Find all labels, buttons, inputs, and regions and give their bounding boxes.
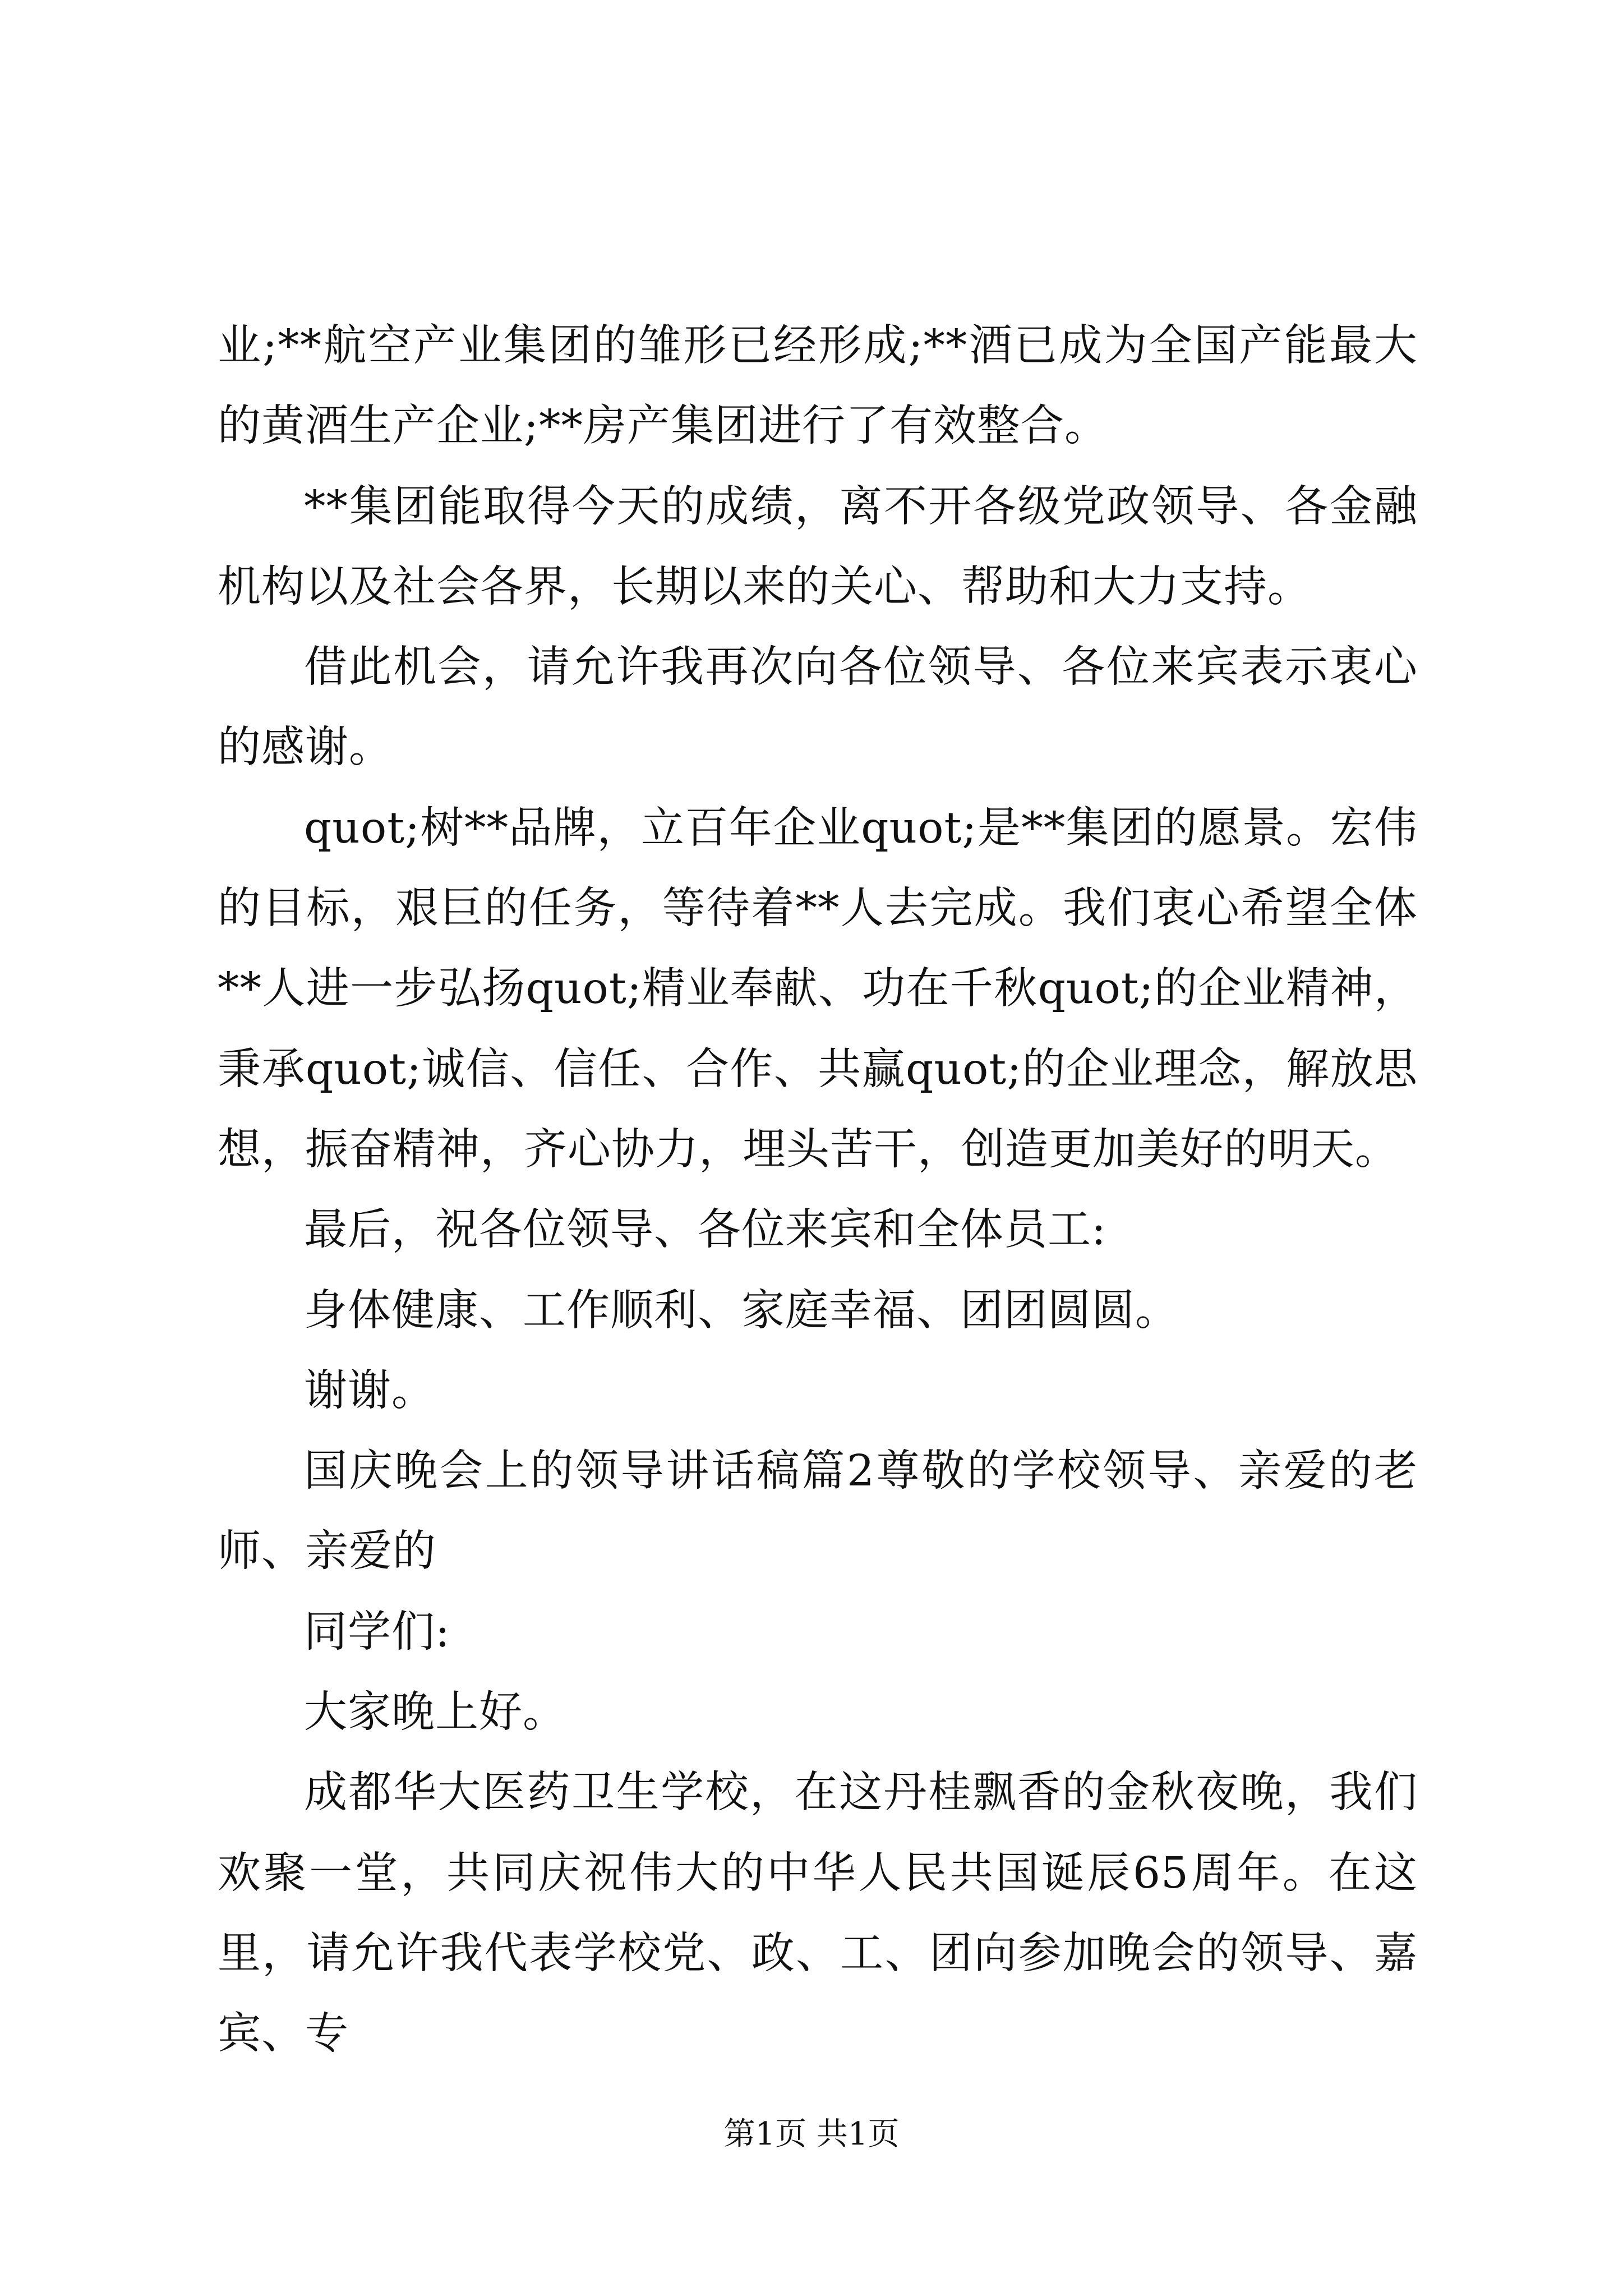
paragraph-2: **集团能取得今天的成绩，离不开各级党政领导、各金融机构以及社会各界，长期以来的关心、帮助和大力支持。 — [218, 481, 1418, 612]
paragraph-6: 身体健康、工作顺利、家庭幸福、团团圆圆。 — [304, 1285, 1179, 1336]
paragraph-3: 借此机会，请允许我再次向各位领导、各位来宾表示衷心的感谢。 — [218, 642, 1418, 773]
paragraph-5: 最后，祝各位领导、各位来宾和全体员工: — [304, 1205, 1106, 1255]
document-body — [218, 306, 1418, 2074]
paragraph-9: 同学们: — [304, 1607, 450, 1657]
paragraph-8: 国庆晚会上的领导讲话稿篇2尊敬的学校领导、亲爱的老师、亲爱的 — [218, 1446, 1418, 1577]
page-footer: 第1页 共1页 — [723, 2116, 900, 2152]
paragraph-11: 成都华大医药卫生学校，在这丹桂飘香的金秋夜晚，我们欢聚一堂，共同庆祝伟大的中华人民共国诞辰65周年。在这里，请允许我代表学校党、政、工、团向参加晚会的领导、嘉宾、专 — [218, 1768, 1418, 2059]
paragraph-10: 大家晚上好。 — [304, 1687, 566, 1738]
paragraph-4: quot;树**品牌，立百年企业quot;是**集团的愿景。宏伟的目标，艰巨的任务，等待着**人去完成。我们衷心希望全体**人进一步弘扬quot;精业奉献、功在千秋quot;的企业精神，秉承quot;诚信、信任、合作、共赢quot;的企业理念，解放思想，振奋精神，齐心协力，埋头苦干，创造更加美好的明天。 — [218, 803, 1418, 1175]
paragraph-7: 谢谢。 — [304, 1365, 435, 1416]
paragraph-1: 业;**航空产业集团的雏形已经形成;**酒已成为全国产能最大的黄酒生产企业;**房产集团进行了有效整合。 — [218, 321, 1418, 452]
